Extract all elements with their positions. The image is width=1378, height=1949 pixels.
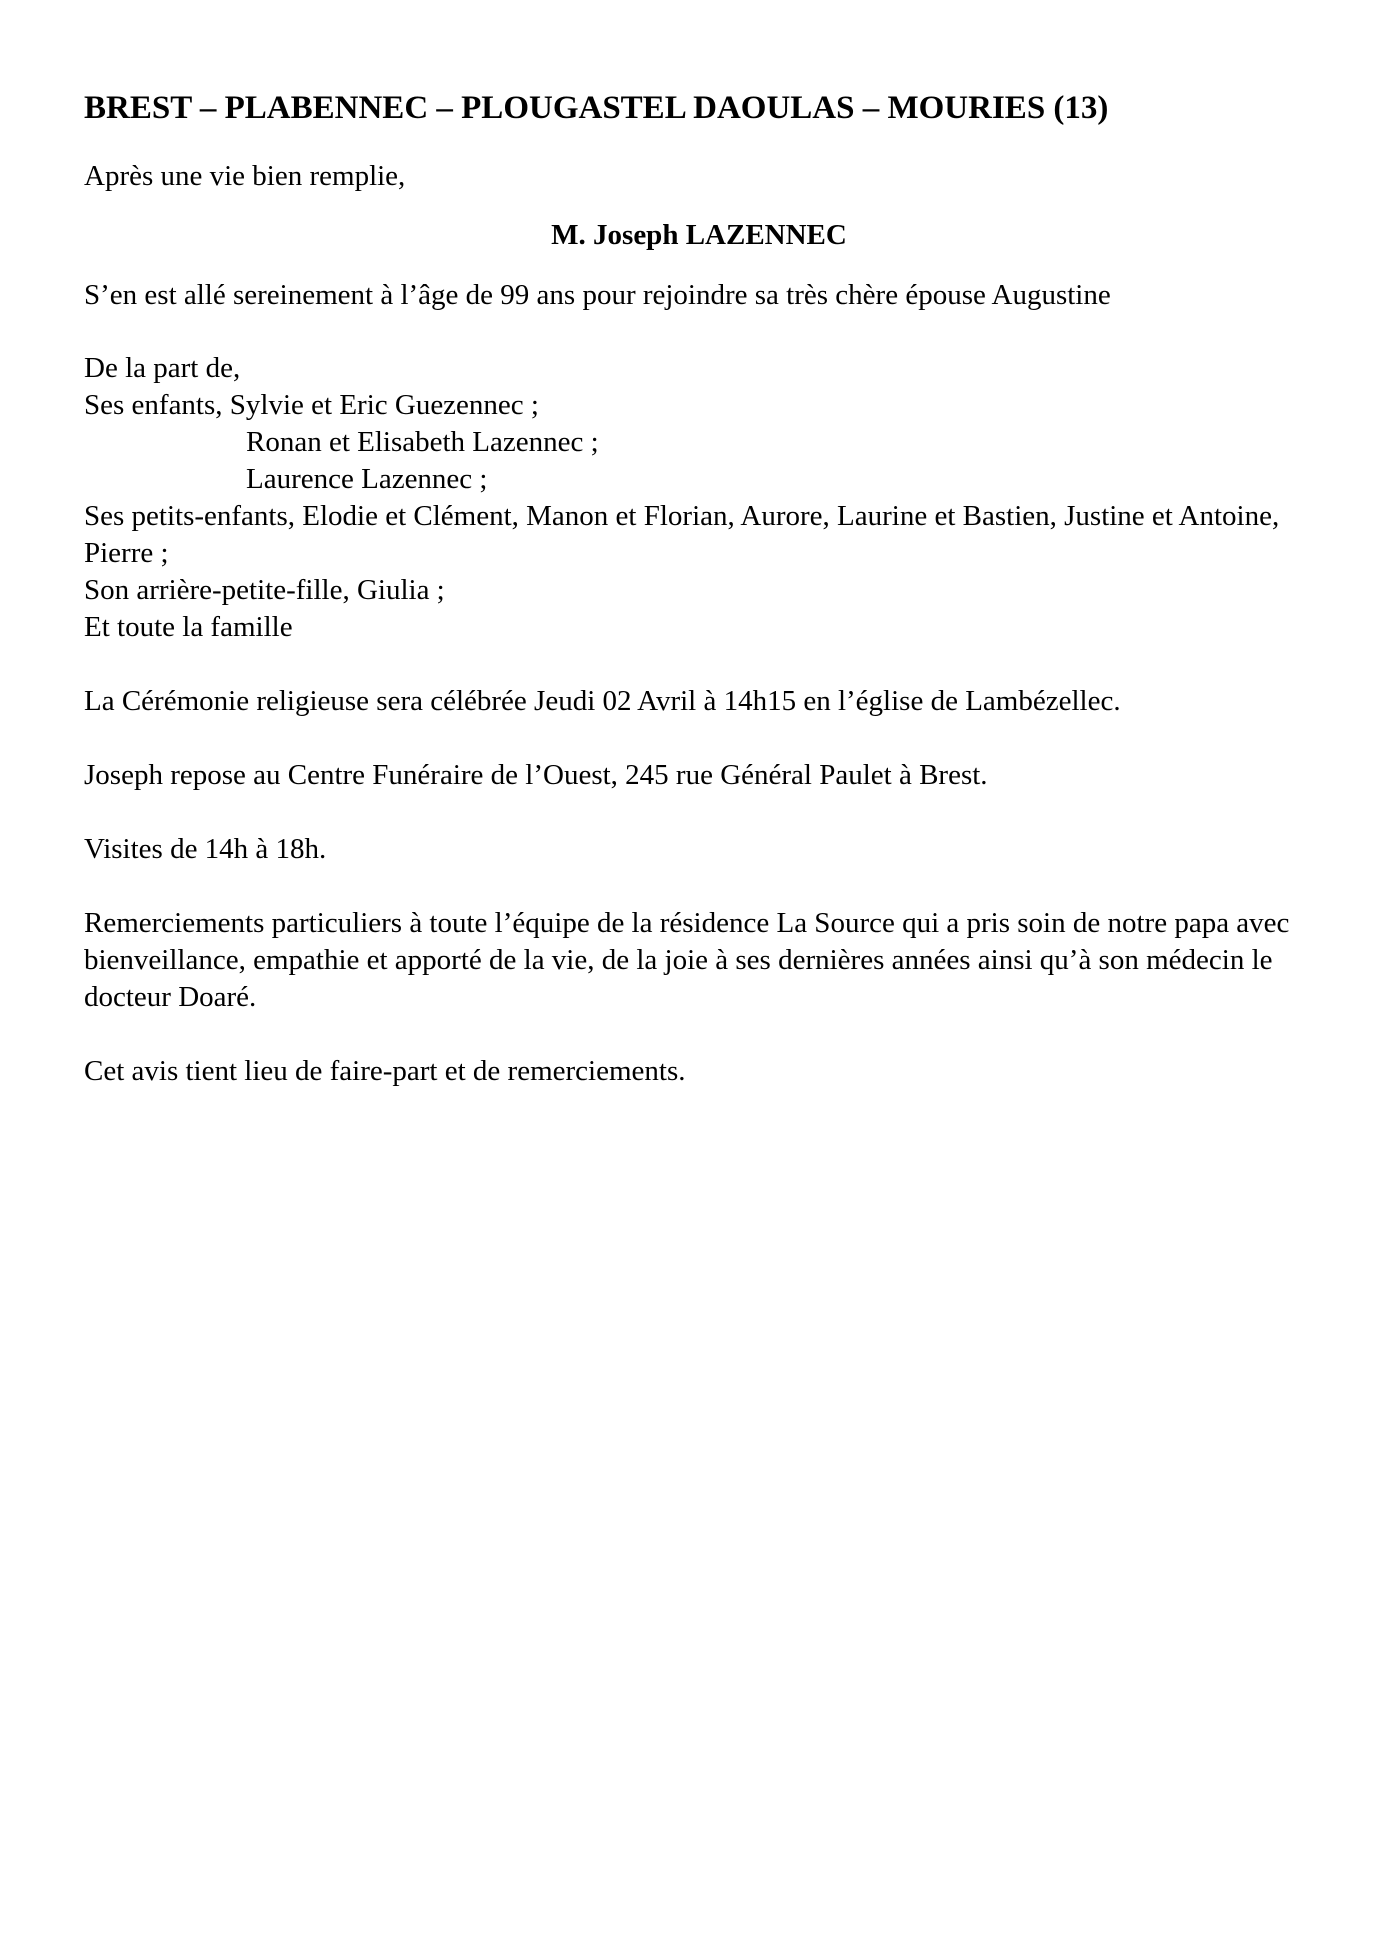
children-line-cont: Laurence Lazennec ; xyxy=(246,463,488,495)
children-line-cont: Ronan et Elisabeth Lazennec ; xyxy=(246,426,599,458)
thanks-paragraph: Remerciements particuliers à toute l’équipe de la résidence La Source qui a pris soin de notre papa avec bienveillance, empathie et apporté de la vie, de la joie à ses dernières années ainsi qu’à son médecin le docteur Doaré. xyxy=(84,907,1290,1013)
ceremony-line: La Cérémonie religieuse sera célébrée Jeudi 02 Avril à 14h15 en l’église de Lambézellec. xyxy=(84,685,1121,717)
grandchildren-line: Ses petits-enfants, Elodie et Clément, Manon et Florian, Aurore, Laurine et Bastien, Justine et Antoine, Pierre ; xyxy=(84,500,1280,569)
whole-family-line: Et toute la famille xyxy=(84,611,293,643)
notice-title: BREST – PLABENNEC – PLOUGASTEL DAOULAS – MOURIES (13) xyxy=(84,90,1109,126)
intro-line: Après une vie bien remplie, xyxy=(84,160,406,192)
notice-body xyxy=(84,86,1314,1090)
great-grandchild-line: Son arrière-petite-fille, Giulia ; xyxy=(84,574,445,606)
announcement-line: S’en est allé sereinement à l’âge de 99 ans pour rejoindre sa très chère épouse Augustine xyxy=(84,279,1111,311)
deceased-name: M. Joseph LAZENNEC xyxy=(551,219,847,251)
children-line: Ses enfants, Sylvie et Eric Guezennec ; xyxy=(84,389,539,421)
family-section xyxy=(84,350,1314,646)
from-label: De la part de, xyxy=(84,352,241,384)
visits-line: Visites de 14h à 18h. xyxy=(84,833,327,865)
resting-place-line: Joseph repose au Centre Funéraire de l’Ouest, 245 rue Général Paulet à Brest. xyxy=(84,759,988,791)
closing-line: Cet avis tient lieu de faire-part et de remerciements. xyxy=(84,1055,686,1087)
